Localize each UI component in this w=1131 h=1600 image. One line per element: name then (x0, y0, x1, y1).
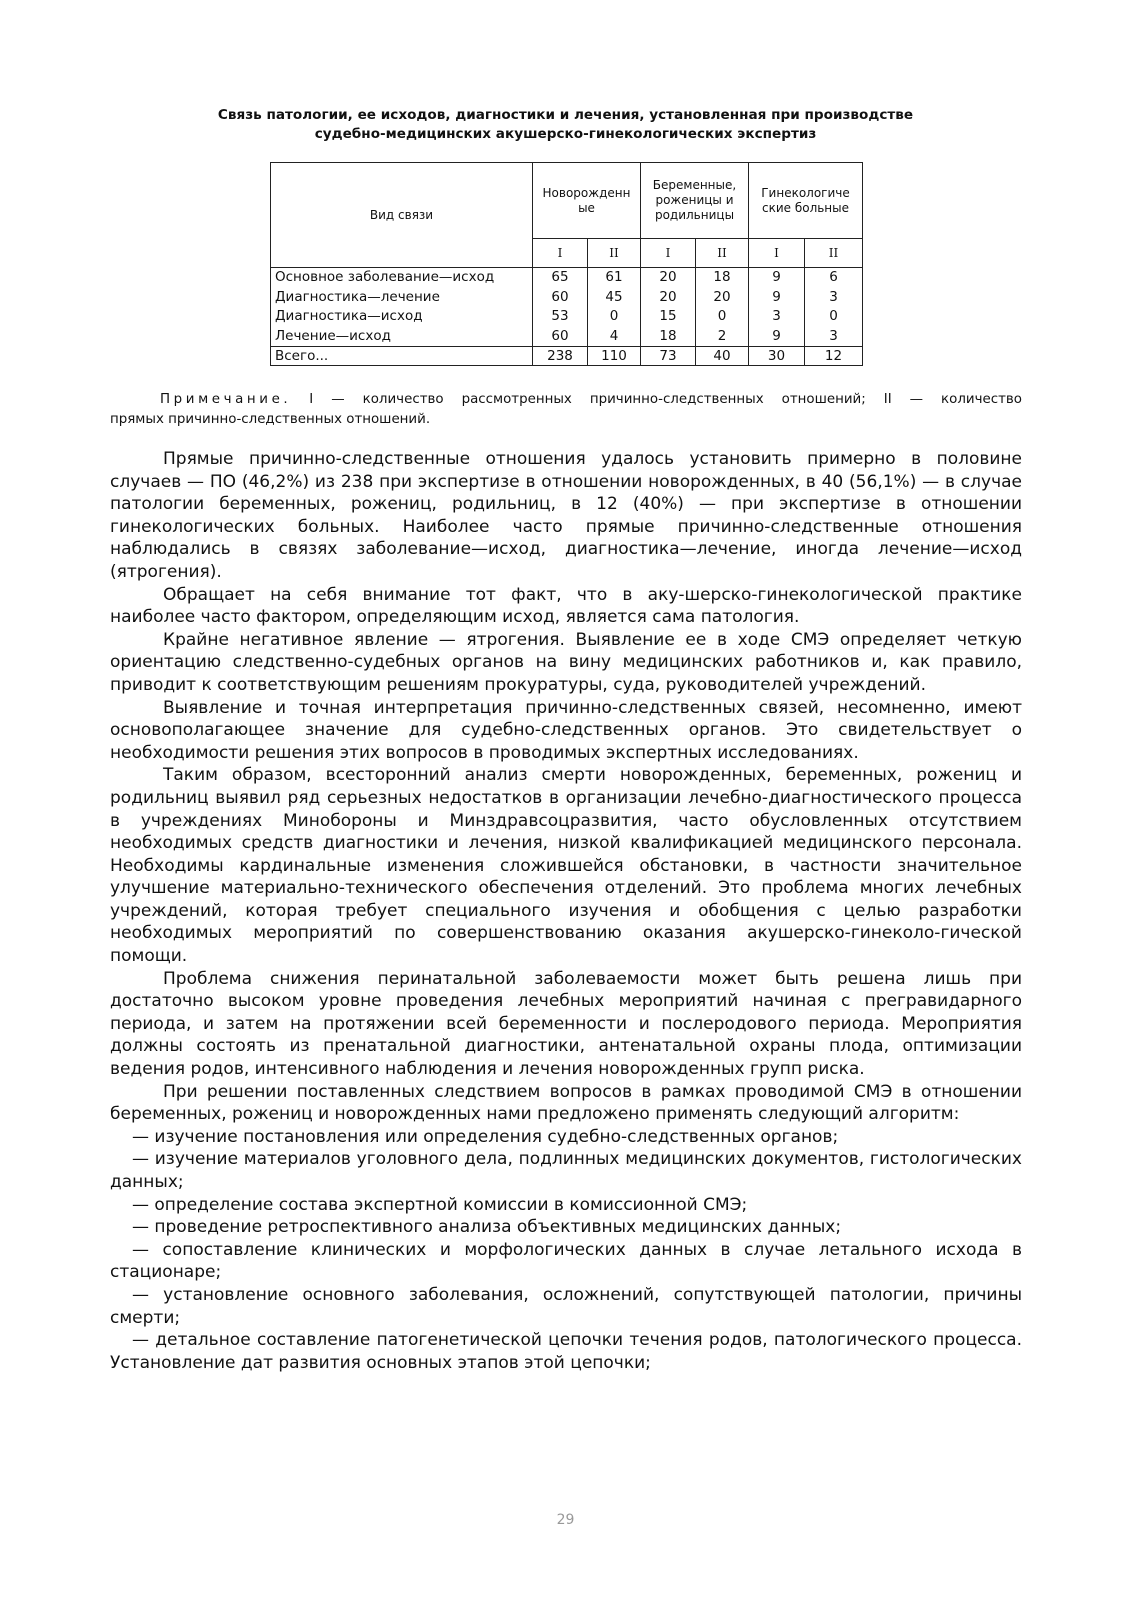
values-column (533, 268, 588, 347)
table-cell: 3 (829, 288, 838, 305)
table-cell: 20 (659, 288, 677, 305)
table-cell: 20 (713, 288, 731, 305)
total-cell: 30 (749, 347, 805, 366)
table-cell: 3 (772, 308, 781, 324)
table-title-line-1: Связь патологии, ее исходов, диагностики и лечения, установленная при производстве (217, 107, 914, 123)
total-label: Всего... (271, 347, 533, 366)
row-labels-cell (271, 268, 533, 347)
group-header-newborns: Новорожденн ые (533, 163, 641, 239)
list-item: — сопоставление клинических и морфологических данных в случае летального исхода в стационаре; (110, 1239, 1022, 1283)
table-cell: 9 (772, 269, 781, 285)
table-group-header-row (271, 163, 863, 239)
table-cell: 3 (829, 327, 838, 344)
table-cell: 18 (713, 269, 731, 285)
table-cell: 60 (551, 327, 569, 344)
body-text (110, 448, 1022, 1374)
values-column (805, 268, 863, 347)
table-cell: 9 (772, 327, 781, 344)
list-item: — установление основного заболевания, осложнений, сопутствующей патологии, причины смерти; (110, 1284, 1022, 1328)
group-header-gynecological: Гинекологиче ские больные (749, 163, 863, 239)
total-cell: 73 (641, 347, 696, 366)
paragraph: Проблема снижения перинатальной заболеваемости может быть решена лишь при достаточно высоком уровне проведения лечебных мероприятий начиная с прегравидарного периода, и затем на протяжении всей беременности и послеродового периода. Мероприятия должны состоять из пренатальной диагностики, антенатальной охраны плода, оптимизации ведения родов, интенсивного наблюдения и лечения новорожденных групп риска. (110, 968, 1022, 1080)
table-cell: 0 (609, 308, 619, 324)
table-cell: 20 (659, 269, 677, 285)
paragraph: Крайне негативное явление — ятрогения. Выявление ее в ходе СМЭ определяет четкую ориентацию следственно-судебных органов на вину медицинских работников и, как правило, приводит к соответствующим решениям прокуратуры, суда, руководителей учреждений. (110, 629, 1022, 695)
note-line-2: прямых причинно-следственных отношений. (110, 412, 431, 427)
list-item: — определение состава экспертной комиссии в комиссионной СМЭ; (132, 1194, 748, 1215)
paragraph: При решении поставленных следствием вопросов в рамках проводимой СМЭ в отношении беременных, рожениц и новорожденных нами предложено применять следующий алгоритм: (110, 1081, 1022, 1125)
statistics-table (270, 162, 863, 366)
subheader: I (749, 239, 805, 268)
group-header-pregnant: Беременные, роженицы и родильницы (641, 163, 749, 239)
table-cell: 2 (717, 327, 727, 344)
table-cell: 61 (605, 269, 623, 285)
table-cell: 53 (551, 308, 569, 324)
page-number: 29 (556, 1512, 575, 1528)
table-cell: 60 (551, 288, 569, 305)
list-item: — изучение материалов уголовного дела, подлинных медицинских документов, гистологических данных; (110, 1149, 1022, 1192)
values-column (749, 268, 805, 347)
subheader: I (533, 239, 588, 268)
row-label: Диагностика—исход (275, 308, 423, 324)
note-text: I — количество рассмотренных причинно-следственных отношений; II — количество (291, 392, 1022, 407)
table-body-row (271, 268, 863, 347)
paragraph: Выявление и точная интерпретация причинно-следственных связей, несомненно, имеют основополагающее значение для судебно-следственных органов. Это свидетельствует о необходимости решения этих вопросов в проводимых экспертных исследованиях. (110, 697, 1022, 763)
table-total-row (271, 347, 863, 366)
values-column (696, 268, 749, 347)
row-label: Основное заболевание—исход (275, 269, 495, 285)
table-title-line-2: судебно-медицинских акушерско-гинекологических экспертиз (314, 126, 817, 142)
total-cell: 110 (588, 347, 641, 366)
total-cell: 238 (533, 347, 588, 366)
paragraph: Таким образом, всесторонний анализ смерти новорожденных, беременных, рожениц и родильниц выявил ряд серьезных недостатков в организации лечебно-диагностического процесса в учреждениях Минобороны и Минздравсоцразвития, часто обусловленных отсутствием необходимых средств диагностики и лечения, низкой квалификацией медицинского персонала. Необходимы кардинальные изменения сложившейся обстановки, в частности значительное улучшение материально-технического обеспечения отделений. Это проблема многих лечебных учреждений, которая требует специального изучения и обобщения с целью разработки необходимых мероприятий по совершенствованию оказания акушерско-гинеколо-гической помощи. (110, 765, 1022, 967)
paragraph: Прямые причинно-следственные отношения удалось установить примерно в половине случаев — ПО (46,2%) из 238 при экспертизе в отношении новорожденных, в 40 (56,1%) — в случае патологии беременных, рожениц, родильниц, в 12 (40%) — при экспертизе в отношении гинекологических больных. Наиболее часто прямые причинно-следственные отношения наблюдались в связях заболевание—исход, диагностика—лечение, иногда лечение—исход (ятрогения). (110, 449, 1022, 582)
table-title (120, 106, 1011, 144)
note-label: Примечание. (160, 392, 292, 407)
table-cell: 0 (717, 308, 727, 324)
subheader: I (641, 239, 696, 268)
subheader: II (805, 239, 863, 268)
table-cell: 6 (829, 269, 838, 285)
table-cell: 45 (605, 288, 623, 305)
values-column (588, 268, 641, 347)
table-cell: 4 (609, 327, 619, 344)
list-item: — детальное составление патогенетической цепочки течения родов, патологического процесса. Установление дат развития основных этапов этой цепочки; (110, 1330, 1022, 1373)
list-item: — проведение ретроспективного анализа объективных медицинских данных; (132, 1217, 842, 1238)
subheader: II (696, 239, 749, 268)
total-cell: 12 (805, 347, 863, 366)
subheader: II (588, 239, 641, 268)
table-cell: 0 (829, 308, 838, 324)
note-line-1 (110, 390, 1022, 410)
corner-header: Вид связи (271, 163, 533, 268)
values-column (641, 268, 696, 347)
table-cell: 18 (659, 327, 677, 344)
row-label: Лечение—исход (275, 327, 391, 344)
list-item: — изучение постановления или определения судебно-следственных органов; (132, 1126, 839, 1147)
row-label: Диагностика—лечение (275, 288, 440, 305)
table-note (110, 390, 1022, 430)
table-cell: 9 (772, 288, 781, 305)
table-cell: 15 (659, 308, 677, 324)
total-cell: 40 (696, 347, 749, 366)
table-cell: 65 (551, 269, 569, 285)
paragraph: Обращает на себя внимание тот факт, что в аку-шерско-гинекологической практике наиболее часто фактором, определяющим исход, является сама патология. (110, 584, 1022, 628)
